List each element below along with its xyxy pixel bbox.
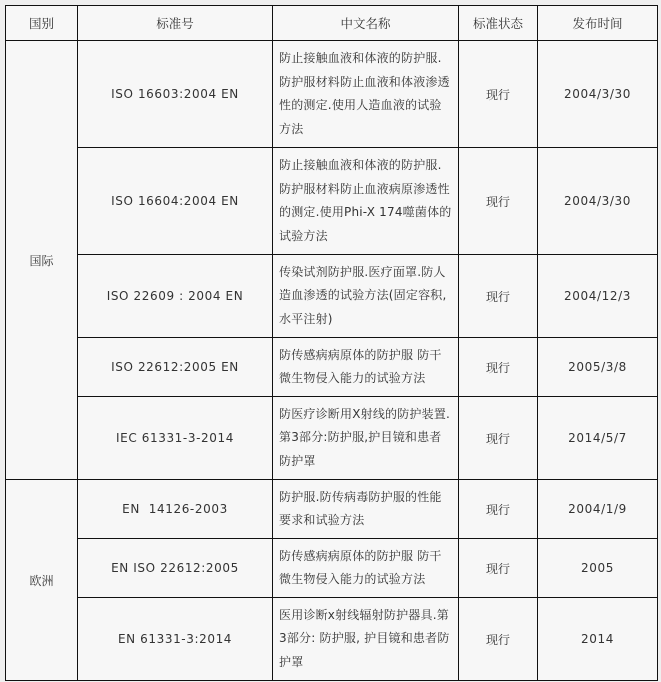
table-row (6, 539, 658, 598)
chinese-name-cell: 防传感病病原体的防护服 防干微生物侵入能力的试验方法 (273, 338, 459, 397)
chinese-name-cell: 传染试剂防护服.医疗面罩.防人造血渗透的试验方法(固定容积,水平注射) (273, 255, 459, 338)
status-cell: 现行 (459, 338, 538, 397)
chinese-name-cell: 医用诊断x射线辐射防护器具.第3部分: 防护服, 护目镜和患者防护罩 (273, 598, 459, 681)
chinese-name-cell: 防止接触血液和体液的防护服.防护服材料防止血液病原渗透性的测定.使用Phi-X 174噬菌体的试验方法 (273, 148, 459, 255)
status-cell: 现行 (459, 148, 538, 255)
standards-table (5, 5, 658, 681)
chinese-name-cell: 防护服.防传病毒防护服的性能要求和试验方法 (273, 480, 459, 539)
date-cell: 2005/3/8 (538, 338, 658, 397)
standard-number-cell: EN ISO 22612:2005 (78, 539, 273, 598)
table-header-row (6, 6, 658, 41)
date-cell: 2004/3/30 (538, 148, 658, 255)
status-cell: 现行 (459, 397, 538, 480)
status-cell: 现行 (459, 598, 538, 681)
header-chinese-name: 中文名称 (273, 6, 459, 41)
status-cell: 现行 (459, 480, 538, 539)
status-cell: 现行 (459, 255, 538, 338)
status-cell: 现行 (459, 41, 538, 148)
header-region: 国别 (6, 6, 78, 41)
date-cell: 2014 (538, 598, 658, 681)
standard-number-cell: ISO 22612:2005 EN (78, 338, 273, 397)
region-cell: 国际 (6, 41, 78, 480)
region-cell: 欧洲 (6, 480, 78, 681)
standard-number-cell: EN 14126-2003 (78, 480, 273, 539)
table-row (6, 255, 658, 338)
status-cell: 现行 (459, 539, 538, 598)
header-publish-date: 发布时间 (538, 6, 658, 41)
table-row (6, 598, 658, 681)
standard-number-cell: IEC 61331-3-2014 (78, 397, 273, 480)
table-row (6, 41, 658, 148)
table-row (6, 397, 658, 480)
date-cell: 2005 (538, 539, 658, 598)
standard-number-cell: ISO 16603:2004 EN (78, 41, 273, 148)
date-cell: 2014/5/7 (538, 397, 658, 480)
date-cell: 2004/3/30 (538, 41, 658, 148)
table-row (6, 480, 658, 539)
chinese-name-cell: 防传感病病原体的防护服 防干微生物侵入能力的试验方法 (273, 539, 459, 598)
table-row (6, 148, 658, 255)
standards-table-container (5, 5, 658, 681)
chinese-name-cell: 防止接触血液和体液的防护服.防护服材料防止血液和体液渗透性的测定.使用人造血液的试验方法 (273, 41, 459, 148)
header-status: 标准状态 (459, 6, 538, 41)
standard-number-cell: EN 61331-3:2014 (78, 598, 273, 681)
table-row (6, 338, 658, 397)
standard-number-cell: ISO 22609 : 2004 EN (78, 255, 273, 338)
header-standard-number: 标准号 (78, 6, 273, 41)
standard-number-cell: ISO 16604:2004 EN (78, 148, 273, 255)
date-cell: 2004/1/9 (538, 480, 658, 539)
chinese-name-cell: 防医疗诊断用X射线的防护装置.第3部分:防护服,护目镜和患者防护罩 (273, 397, 459, 480)
date-cell: 2004/12/3 (538, 255, 658, 338)
